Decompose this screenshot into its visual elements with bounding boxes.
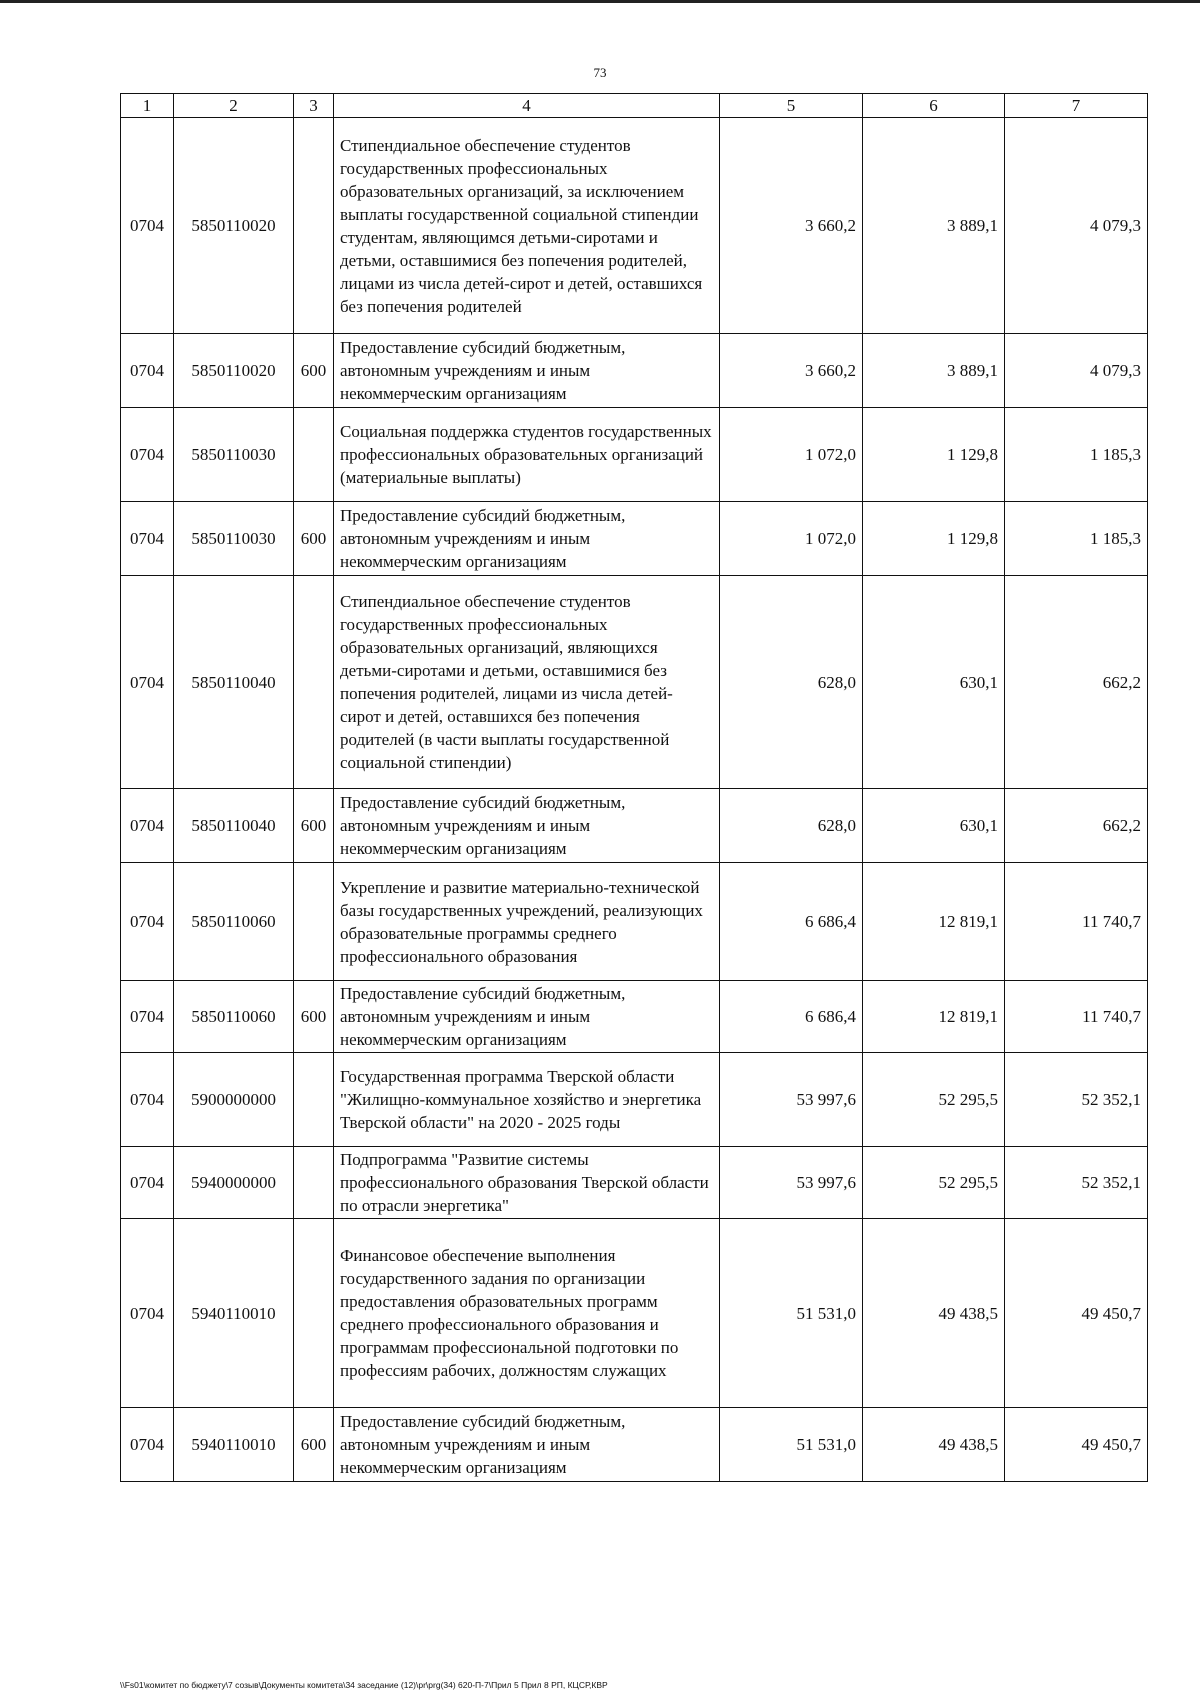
amount-col-6: 1 129,8: [863, 408, 1005, 502]
section-code: 0704: [121, 1408, 174, 1482]
item-name: Стипендиальное обеспечение студентов государственных профессиональных образовательных организаций, за исключением выплаты государственной социальной стипендии студентам, являющимся детьми-сиротами и детьми, оставшимися без попечения родителей, лицами из числа детей-сирот и детей, оставшихся без попечения родителей: [334, 118, 720, 334]
item-name: Предоставление субсидий бюджетным, автономным учреждениям и иным некоммерческим организациям: [334, 981, 720, 1053]
expense-type-code: 600: [294, 334, 334, 408]
amount-col-7: 1 185,3: [1005, 502, 1148, 576]
footer-file-path: \\Fs01\комитет по бюджету\7 созыв\Документы комитета\34 заседание (12)\pr\prg(34) 620-П-7\Прил 5 Прил 8 РП, КЦСР,КВР: [120, 1680, 608, 1690]
page-number: 73: [593, 65, 607, 80]
target-article-code: 5850110020: [174, 334, 294, 408]
amount-col-6: 630,1: [863, 576, 1005, 789]
table-row: [121, 1053, 1148, 1147]
amount-col-6: 12 819,1: [863, 981, 1005, 1053]
table-row: [121, 1408, 1148, 1482]
table-row: [121, 1219, 1148, 1408]
amount-col-6: 12 819,1: [863, 863, 1005, 981]
expense-type-code: 600: [294, 981, 334, 1053]
amount-col-5: 3 660,2: [720, 118, 863, 334]
amount-col-5: 1 072,0: [720, 502, 863, 576]
amount-col-5: 6 686,4: [720, 981, 863, 1053]
target-article-code: 5850110060: [174, 863, 294, 981]
amount-col-7: 1 185,3: [1005, 408, 1148, 502]
top-border-line: [0, 0, 1200, 3]
amount-col-5: 1 072,0: [720, 408, 863, 502]
item-name: Предоставление субсидий бюджетным, автономным учреждениям и иным некоммерческим организациям: [334, 502, 720, 576]
section-code: 0704: [121, 576, 174, 789]
section-code: 0704: [121, 502, 174, 576]
section-code: 0704: [121, 1219, 174, 1408]
amount-col-5: 51 531,0: [720, 1219, 863, 1408]
item-name: Государственная программа Тверской области "Жилищно-коммунальное хозяйство и энергетика Тверской области" на 2020 - 2025 годы: [334, 1053, 720, 1147]
table-row: [121, 863, 1148, 981]
header-col-3: 3: [294, 94, 334, 118]
header-col-1: 1: [121, 94, 174, 118]
target-article-code: 5850110020: [174, 118, 294, 334]
amount-col-6: 3 889,1: [863, 118, 1005, 334]
amount-col-5: 628,0: [720, 576, 863, 789]
target-article-code: 5850110030: [174, 408, 294, 502]
amount-col-6: 52 295,5: [863, 1053, 1005, 1147]
amount-col-5: 53 997,6: [720, 1147, 863, 1219]
expense-type-code: [294, 118, 334, 334]
table-row: [121, 1147, 1148, 1219]
amount-col-7: 11 740,7: [1005, 863, 1148, 981]
header-row: [121, 94, 1148, 118]
amount-col-5: 628,0: [720, 789, 863, 863]
target-article-code: 5850110040: [174, 576, 294, 789]
expense-type-code: 600: [294, 789, 334, 863]
item-name: Укрепление и развитие материально-технической базы государственных учреждений, реализующих образовательные программы среднего профессионального образования: [334, 863, 720, 981]
amount-col-7: 52 352,1: [1005, 1053, 1148, 1147]
amount-col-6: 3 889,1: [863, 334, 1005, 408]
amount-col-5: 53 997,6: [720, 1053, 863, 1147]
table-row: [121, 408, 1148, 502]
table-row: [121, 576, 1148, 789]
header-col-5: 5: [720, 94, 863, 118]
header-col-6: 6: [863, 94, 1005, 118]
amount-col-6: 49 438,5: [863, 1408, 1005, 1482]
amount-col-5: 3 660,2: [720, 334, 863, 408]
section-code: 0704: [121, 789, 174, 863]
expense-type-code: [294, 863, 334, 981]
amount-col-7: 11 740,7: [1005, 981, 1148, 1053]
amount-col-7: 49 450,7: [1005, 1219, 1148, 1408]
table-row: [121, 334, 1148, 408]
section-code: 0704: [121, 408, 174, 502]
target-article-code: 5940110010: [174, 1219, 294, 1408]
header-col-4: 4: [334, 94, 720, 118]
amount-col-7: 49 450,7: [1005, 1408, 1148, 1482]
table-row: [121, 789, 1148, 863]
table-row: [121, 502, 1148, 576]
target-article-code: 5850110030: [174, 502, 294, 576]
amount-col-7: 662,2: [1005, 789, 1148, 863]
expense-type-code: 600: [294, 502, 334, 576]
expense-type-code: [294, 408, 334, 502]
item-name: Предоставление субсидий бюджетным, автономным учреждениям и иным некоммерческим организациям: [334, 334, 720, 408]
amount-col-7: 4 079,3: [1005, 118, 1148, 334]
item-name: Предоставление субсидий бюджетным, автономным учреждениям и иным некоммерческим организациям: [334, 789, 720, 863]
expense-type-code: [294, 576, 334, 789]
amount-col-6: 1 129,8: [863, 502, 1005, 576]
section-code: 0704: [121, 1147, 174, 1219]
target-article-code: 5940000000: [174, 1147, 294, 1219]
amount-col-7: 4 079,3: [1005, 334, 1148, 408]
expense-type-code: [294, 1219, 334, 1408]
table-row: [121, 118, 1148, 334]
expense-type-code: 600: [294, 1408, 334, 1482]
budget-table: [120, 93, 1148, 1482]
target-article-code: 5940110010: [174, 1408, 294, 1482]
amount-col-6: 52 295,5: [863, 1147, 1005, 1219]
amount-col-7: 52 352,1: [1005, 1147, 1148, 1219]
header-col-2: 2: [174, 94, 294, 118]
expense-type-code: [294, 1147, 334, 1219]
section-code: 0704: [121, 981, 174, 1053]
amount-col-6: 630,1: [863, 789, 1005, 863]
expense-type-code: [294, 1053, 334, 1147]
item-name: Стипендиальное обеспечение студентов государственных профессиональных образовательных организаций, являющихся детьми-сиротами и детьми, оставшимися без попечения родителей, лицами из числа детей-сирот и детей, оставшихся без попечения родителей (в части выплаты государственной социальной стипендии): [334, 576, 720, 789]
amount-col-5: 51 531,0: [720, 1408, 863, 1482]
section-code: 0704: [121, 334, 174, 408]
table-row: [121, 981, 1148, 1053]
section-code: 0704: [121, 1053, 174, 1147]
target-article-code: 5850110040: [174, 789, 294, 863]
item-name: Предоставление субсидий бюджетным, автономным учреждениям и иным некоммерческим организациям: [334, 1408, 720, 1482]
item-name: Подпрограмма "Развитие системы профессионального образования Тверской области по отрасли энергетика": [334, 1147, 720, 1219]
item-name: Финансовое обеспечение выполнения государственного задания по организации предоставления образовательных программ среднего профессионального образования и программам профессиональной подготовки по профессиям рабочих, должностям служащих: [334, 1219, 720, 1408]
target-article-code: 5900000000: [174, 1053, 294, 1147]
header-col-7: 7: [1005, 94, 1148, 118]
section-code: 0704: [121, 863, 174, 981]
item-name: Социальная поддержка студентов государственных профессиональных образовательных организаций (материальные выплаты): [334, 408, 720, 502]
amount-col-5: 6 686,4: [720, 863, 863, 981]
amount-col-7: 662,2: [1005, 576, 1148, 789]
amount-col-6: 49 438,5: [863, 1219, 1005, 1408]
target-article-code: 5850110060: [174, 981, 294, 1053]
section-code: 0704: [121, 118, 174, 334]
